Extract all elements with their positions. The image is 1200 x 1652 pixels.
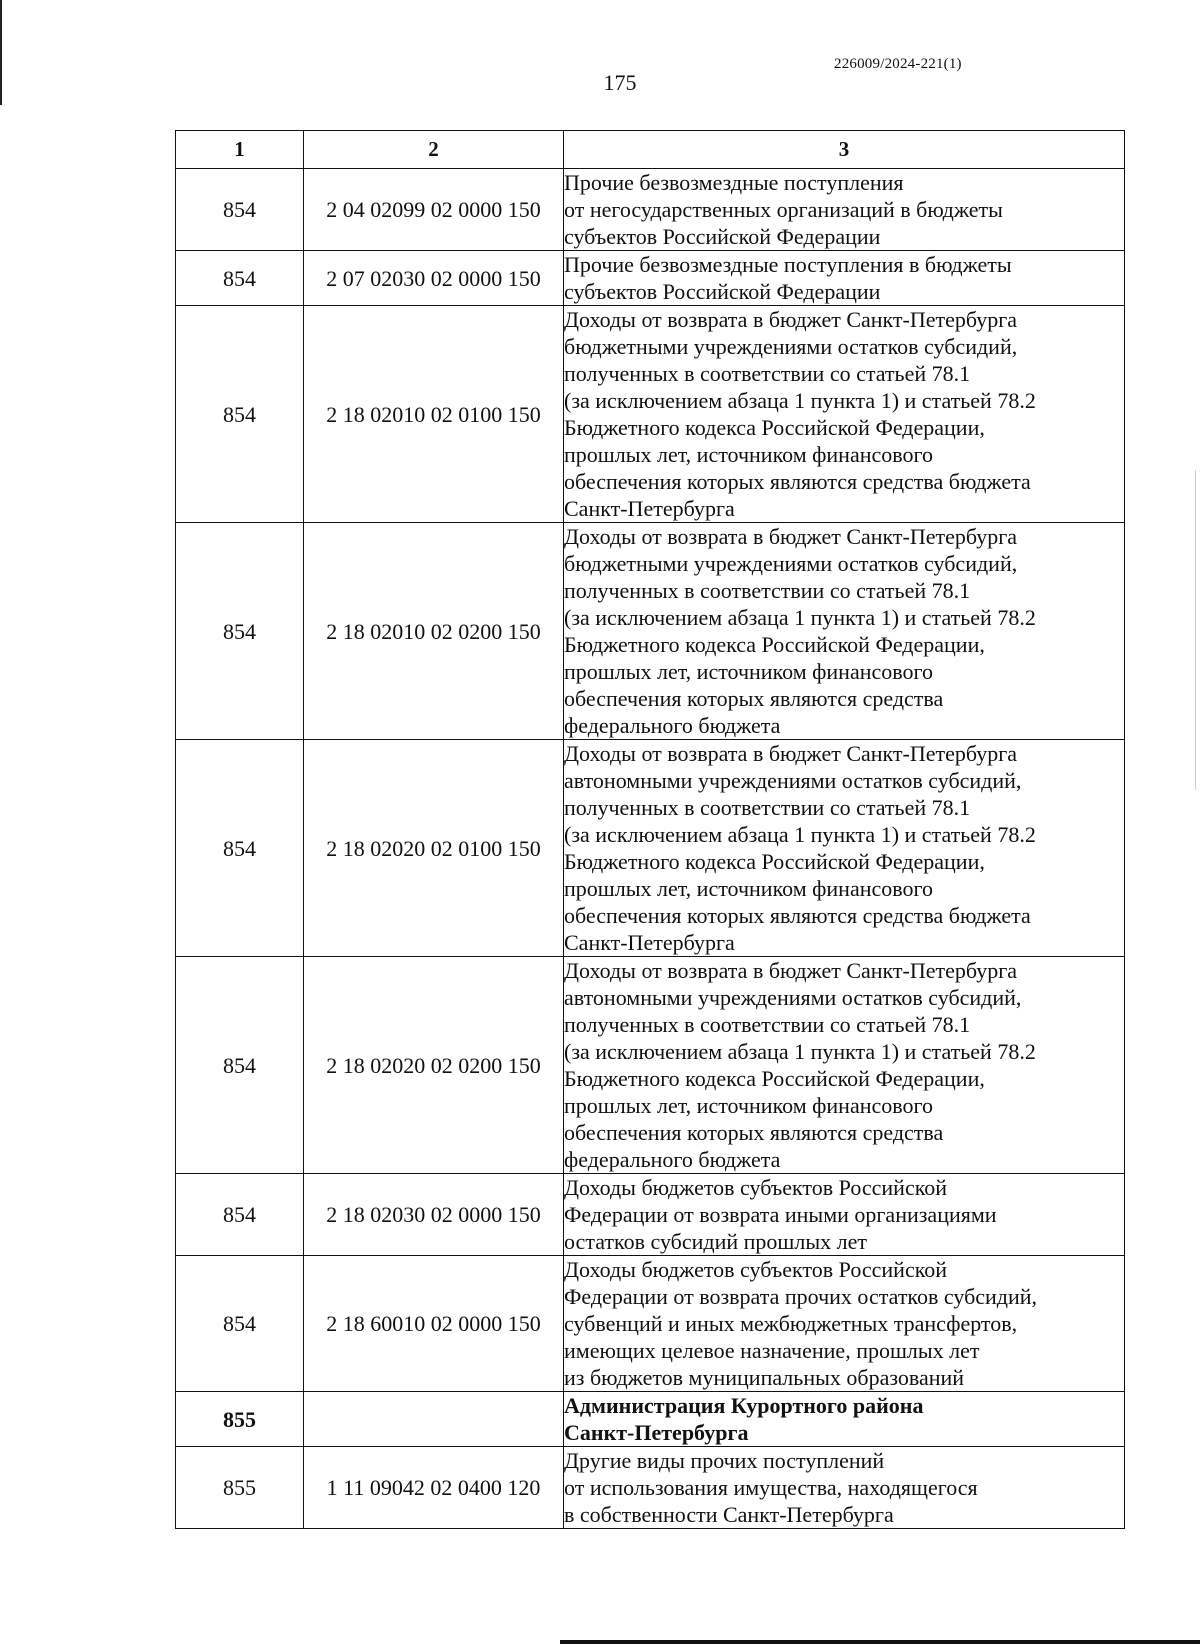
description-line: федерального бюджета: [564, 713, 781, 738]
column-header-3: 3: [564, 131, 1125, 169]
budget-code-cell: 1 11 09042 02 0400 120: [304, 1447, 564, 1529]
description-line: Доходы от возврата в бюджет Санкт-Петербурга: [564, 958, 1018, 983]
description-cell: [564, 169, 1125, 251]
description-line: Санкт-Петербурга: [564, 930, 735, 955]
budget-code-cell: 2 18 02010 02 0200 150: [304, 523, 564, 740]
table-row: [176, 251, 1125, 306]
description-line: Доходы от возврата в бюджет Санкт-Петербурга: [564, 307, 1018, 332]
table-body: [176, 169, 1125, 1529]
column-header-2: 2: [304, 131, 564, 169]
description-line: субъектов Российской Федерации: [564, 224, 881, 249]
description-cell: [564, 306, 1125, 523]
budget-code-cell: 2 04 02099 02 0000 150: [304, 169, 564, 251]
description-cell: [564, 1447, 1125, 1529]
description-line: Доходы бюджетов субъектов Российской: [564, 1175, 948, 1200]
description-cell: [564, 1392, 1125, 1447]
description-cell: [564, 251, 1125, 306]
description-line: (за исключением абзаца 1 пункта 1) и статьей 78.2: [564, 822, 1036, 847]
description-line: Доходы от возврата в бюджет Санкт-Петербурга: [564, 524, 1018, 549]
table-row: [176, 1447, 1125, 1529]
budget-code-cell: 2 18 02020 02 0200 150: [304, 957, 564, 1174]
description-line: от негосударственных организаций в бюджеты: [564, 197, 1003, 222]
table-row: [176, 957, 1125, 1174]
description-line: прошлых лет, источником финансового: [564, 1093, 933, 1118]
description-line: субвенций и иных межбюджетных трансфертов,: [564, 1311, 1018, 1336]
description-line: обеспечения которых являются средства бюджета: [564, 469, 1031, 494]
description-line: обеспечения которых являются средства бюджета: [564, 903, 1031, 928]
admin-code-cell: 854: [176, 306, 304, 523]
budget-code-cell: [304, 1392, 564, 1447]
description-line: Бюджетного кодекса Российской Федерации,: [564, 415, 985, 440]
scan-edge-bottom: [560, 1640, 1200, 1644]
description-line: (за исключением абзаца 1 пункта 1) и статьей 78.2: [564, 605, 1036, 630]
page-number: 175: [603, 70, 637, 95]
description-line: из бюджетов муниципальных образований: [564, 1365, 965, 1390]
description-line: автономными учреждениями остатков субсидий,: [564, 985, 1022, 1010]
description-line: Прочие безвозмездные поступления: [564, 170, 904, 195]
description-line: Прочие безвозмездные поступления в бюджеты: [564, 252, 1012, 277]
description-line: Санкт-Петербурга: [564, 496, 735, 521]
admin-code-cell: 854: [176, 1174, 304, 1256]
description-line: бюджетными учреждениями остатков субсидий,: [564, 334, 1018, 359]
description-line: полученных в соответствии со статьей 78.1: [564, 1012, 971, 1037]
scan-edge-left: [0, 0, 2, 105]
budget-code-cell: 2 07 02030 02 0000 150: [304, 251, 564, 306]
document-number: 226009/2024-221(1): [834, 56, 962, 72]
description-line: обеспечения которых являются средства: [564, 686, 944, 711]
description-line: Санкт-Петербурга: [564, 1420, 749, 1445]
description-line: Доходы бюджетов субъектов Российской: [564, 1257, 948, 1282]
admin-code-cell: 854: [176, 169, 304, 251]
description-line: прошлых лет, источником финансового: [564, 442, 933, 467]
description-line: Доходы от возврата в бюджет Санкт-Петербурга: [564, 741, 1018, 766]
description-line: (за исключением абзаца 1 пункта 1) и статьей 78.2: [564, 388, 1036, 413]
description-line: Бюджетного кодекса Российской Федерации,: [564, 632, 985, 657]
description-line: автономными учреждениями остатков субсидий,: [564, 768, 1022, 793]
description-line: Бюджетного кодекса Российской Федерации,: [564, 1066, 985, 1091]
table-row: [176, 523, 1125, 740]
description-cell: [564, 1174, 1125, 1256]
budget-code-cell: 2 18 02020 02 0100 150: [304, 740, 564, 957]
table-row: [176, 1174, 1125, 1256]
description-cell: [564, 523, 1125, 740]
table-row: [176, 1392, 1125, 1447]
description-line: бюджетными учреждениями остатков субсидий,: [564, 551, 1018, 576]
description-line: Администрация Курортного района: [564, 1393, 924, 1418]
admin-code-cell: 854: [176, 523, 304, 740]
description-line: Федерации от возврата прочих остатков субсидий,: [564, 1284, 1038, 1309]
description-line: в собственности Санкт-Петербурга: [564, 1502, 894, 1527]
description-line: субъектов Российской Федерации: [564, 279, 881, 304]
description-line: полученных в соответствии со статьей 78.1: [564, 578, 971, 603]
description-line: федерального бюджета: [564, 1147, 781, 1172]
revenue-table: [175, 130, 1125, 1529]
table-row: [176, 306, 1125, 523]
description-line: полученных в соответствии со статьей 78.1: [564, 361, 971, 386]
description-line: (за исключением абзаца 1 пункта 1) и статьей 78.2: [564, 1039, 1036, 1064]
admin-code-cell: 855: [176, 1392, 304, 1447]
description-cell: [564, 1256, 1125, 1392]
description-line: Другие виды прочих поступлений: [564, 1448, 885, 1473]
description-line: имеющих целевое назначение, прошлых лет: [564, 1338, 980, 1363]
description-line: Бюджетного кодекса Российской Федерации,: [564, 849, 985, 874]
admin-code-cell: 854: [176, 740, 304, 957]
description-line: остатков субсидий прошлых лет: [564, 1229, 867, 1254]
table-row: [176, 740, 1125, 957]
column-header-1: 1: [176, 131, 304, 169]
description-line: прошлых лет, источником финансового: [564, 659, 933, 684]
admin-code-cell: 855: [176, 1447, 304, 1529]
admin-code-cell: 854: [176, 251, 304, 306]
description-line: от использования имущества, находящегося: [564, 1475, 978, 1500]
table-row: [176, 169, 1125, 251]
description-line: обеспечения которых являются средства: [564, 1120, 944, 1145]
admin-code-cell: 854: [176, 1256, 304, 1392]
description-line: полученных в соответствии со статьей 78.1: [564, 795, 971, 820]
budget-code-cell: 2 18 02010 02 0100 150: [304, 306, 564, 523]
table-header-row: [176, 131, 1125, 169]
description-cell: [564, 957, 1125, 1174]
admin-code-cell: 854: [176, 957, 304, 1174]
description-cell: [564, 740, 1125, 957]
table-row: [176, 1256, 1125, 1392]
scan-edge-right: [1195, 470, 1196, 790]
budget-code-cell: 2 18 60010 02 0000 150: [304, 1256, 564, 1392]
description-line: прошлых лет, источником финансового: [564, 876, 933, 901]
budget-code-cell: 2 18 02030 02 0000 150: [304, 1174, 564, 1256]
description-line: Федерации от возврата иными организациями: [564, 1202, 997, 1227]
